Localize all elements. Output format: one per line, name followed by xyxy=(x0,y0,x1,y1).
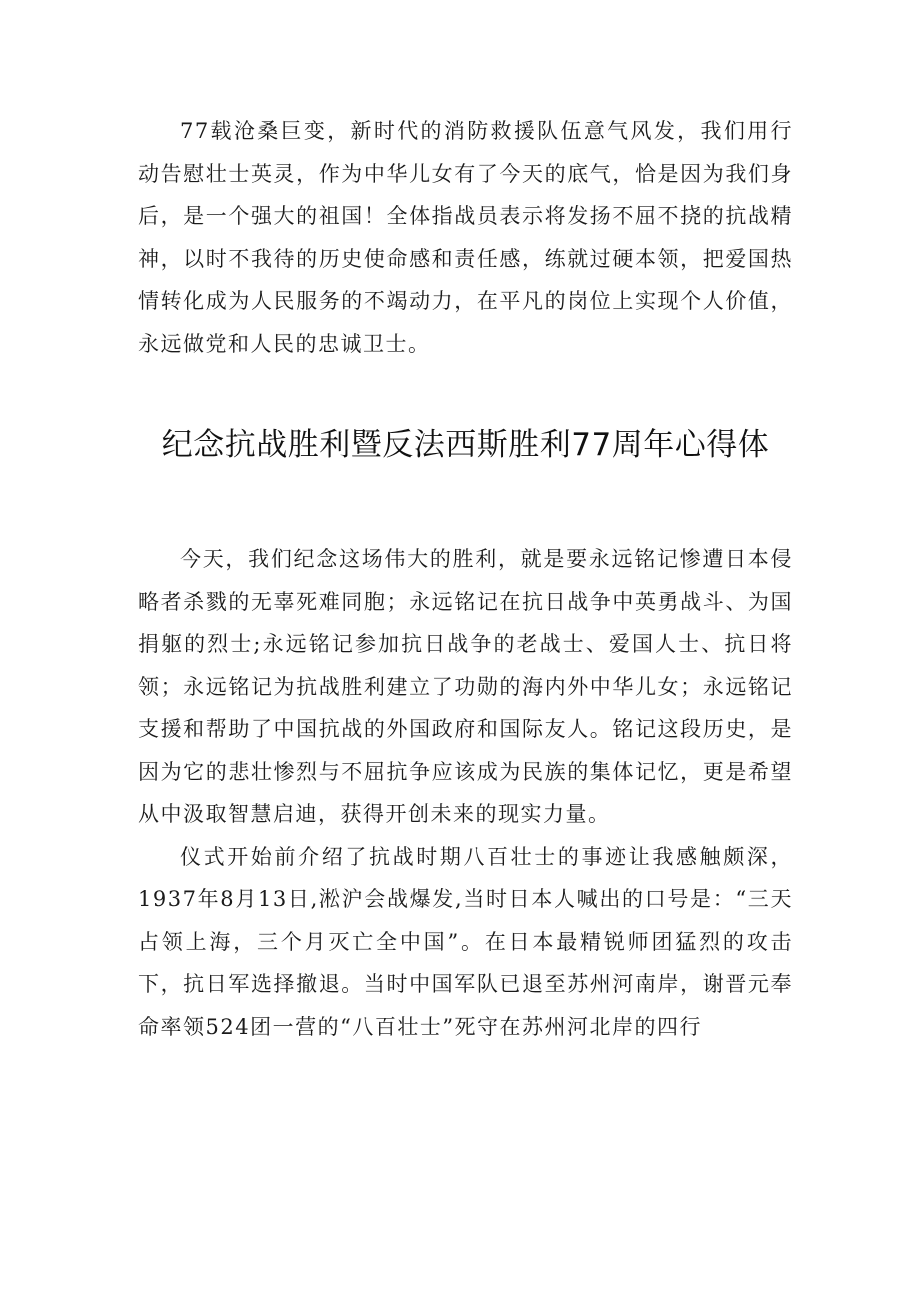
spacer xyxy=(138,365,793,420)
document-body xyxy=(138,110,793,1048)
body-paragraph-1: 今天，我们纪念这场伟大的胜利，就是要永远铭记惨遭日本侵略者杀戮的无辜死难同胞；永远铭记在抗日战争中英勇战斗、为国捐躯的烈士;永远铭记参加抗日战争的老战士、爱国人士、抗日将领；永远铭记为抗战胜利建立了功勋的海内外中华儿女；永远铭记支援和帮助了中国抗战的外国政府和国际友人。铭记这段历史，是因为它的悲壮惨烈与不屈抗争应该成为民族的集体记忆，更是希望从中汲取智慧启迪，获得开创未来的现实力量。 xyxy=(138,547,793,826)
section-heading: 纪念抗战胜利暨反法西斯胜利77周年心得体 xyxy=(161,427,770,463)
intro-paragraph: 77载沧桑巨变，新时代的消防救援队伍意气风发，我们用行动告慰壮士英灵，作为中华儿女有了今天的底气，恰是因为我们身后，是一个强大的祖国！全体指战员表示将发扬不屈不挠的抗战精神，以时不我待的历史使命感和责任感，练就过硬本领，把爱国热情转化成为人民服务的不竭动力，在平凡的岗位上实现个人价值，永远做党和人民的忠诚卫士。 xyxy=(138,119,793,356)
spacer xyxy=(138,470,793,538)
body-paragraph-2: 仪式开始前介绍了抗战时期八百壮士的事迹让我感触颇深，1937年8月13日,淞沪会战爆发,当时日本人喊出的口号是：“三天占领上海，三个月灭亡全中国”。在日本最精锐师团猛烈的攻击下，抗日军选择撤退。当时中国军队已退至苏州河南岸，谢晋元奉命率领524团一营的“八百壮士”死守在苏州河北岸的四行 xyxy=(138,844,793,1039)
